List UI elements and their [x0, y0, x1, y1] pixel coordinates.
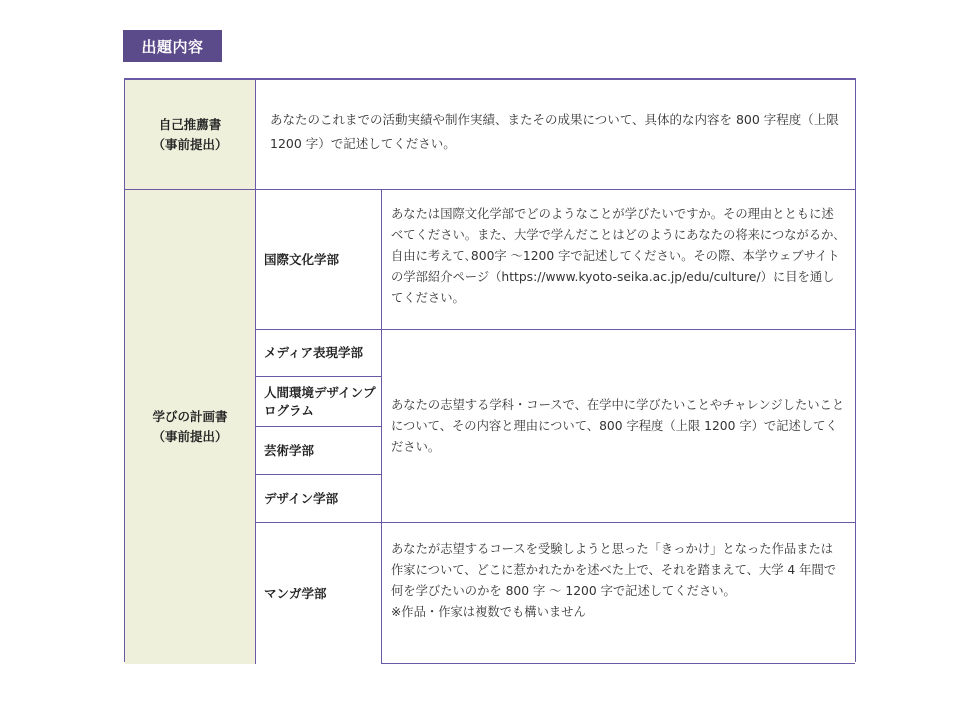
content-table [124, 78, 856, 662]
learning-plan-label [125, 190, 256, 664]
faculty-manga-label: マンガ学部 [256, 523, 382, 664]
faculty-arts-label: 芸術学部 [256, 427, 382, 475]
self-recommendation-content: あなたのこれまでの活動実績や制作実績、またその成果について、具体的な内容を 800 字程度（上限 1200 字）で記述してください。 [256, 80, 855, 190]
faculty-culture-label: 国際文化学部 [256, 190, 382, 330]
plan-label-line2: （事前提出） [152, 429, 228, 444]
faculty-environment-label: 人間環境デザインプログラム [256, 377, 382, 427]
faculty-design-label: デザイン学部 [256, 475, 382, 523]
faculty-culture-content: あなたは国際文化学部でどのようなことが学びたいですか。その理由とともに述べてください。また、大学で学んだことはどのようにあなたの将来につながるか､自由に考えて､800字 〜1200 字で記述してください。その際、本学ウェブサイトの学部紹介ページ（https://www.kyoto-seika.ac.jp/edu/culture/）に目を通してください。 [382, 190, 855, 330]
self-recommendation-label [125, 80, 256, 190]
self-label-line2: （事前提出） [152, 136, 228, 152]
section-title: 出題内容 [123, 30, 222, 62]
faculty-media-label: メディア表現学部 [256, 330, 382, 377]
faculty-manga-text: あなたが志望するコースを受験しようと思った「きっかけ」となった作品または作家について、どこに惹かれたかを述べた上で、それを踏まえて、大学 4 年間で何を学びたいのかを 800 字 〜 1200 字で記述してください。 [391, 542, 837, 598]
faculty-group-content [382, 330, 855, 523]
self-label-line1: 自己推薦書 [158, 116, 222, 132]
faculty-group-text: あなたの志望する学科・コースで、在学中に学びたいことやチャレンジしたいことについて、その内容と理由について、800 字程度（上限 1200 字）で記述してください。 [391, 397, 845, 454]
faculty-manga-content [382, 523, 855, 664]
faculty-manga-note: ※作品・作家は複数でも構いません [391, 605, 586, 619]
plan-label-line1: 学びの計画書 [152, 409, 228, 424]
